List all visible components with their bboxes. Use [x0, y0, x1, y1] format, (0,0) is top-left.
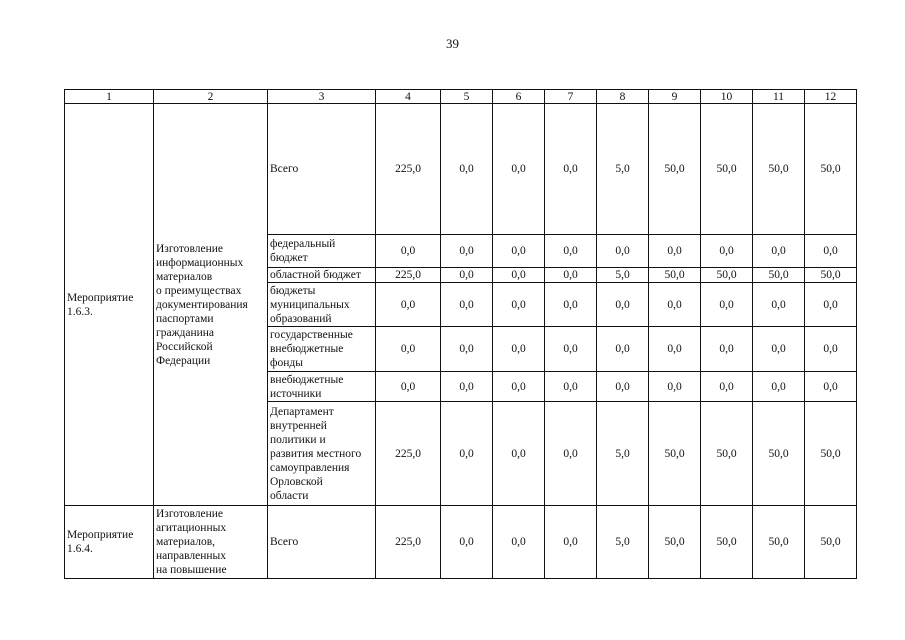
value-cell: 0,0: [597, 283, 649, 327]
value-cell: 0,0: [701, 283, 753, 327]
value-cell: 225,0: [376, 402, 441, 506]
value-cell: 0,0: [701, 372, 753, 402]
value-cell: 0,0: [649, 372, 701, 402]
column-header: 7: [545, 90, 597, 104]
value-cell: 0,0: [376, 372, 441, 402]
value-cell: 0,0: [493, 327, 545, 372]
value-cell: 0,0: [649, 235, 701, 268]
value-cell: 0,0: [376, 283, 441, 327]
column-header: 6: [493, 90, 545, 104]
value-cell: 0,0: [805, 372, 857, 402]
value-cell: 0,0: [441, 268, 493, 283]
value-cell: 0,0: [805, 235, 857, 268]
value-cell: 0,0: [753, 327, 805, 372]
value-cell: 225,0: [376, 506, 441, 579]
funding-source-cell: Всего: [268, 506, 376, 579]
value-cell: 225,0: [376, 268, 441, 283]
value-cell: 0,0: [545, 506, 597, 579]
value-cell: 0,0: [441, 506, 493, 579]
value-cell: 0,0: [753, 372, 805, 402]
column-header: 2: [154, 90, 268, 104]
value-cell: 0,0: [597, 235, 649, 268]
value-cell: 50,0: [701, 506, 753, 579]
value-cell: 50,0: [805, 402, 857, 506]
value-cell: 0,0: [493, 372, 545, 402]
funding-source-cell: Департамент внутренней политики и развития местного самоуправления Орловской области: [268, 402, 376, 506]
value-cell: 0,0: [441, 235, 493, 268]
value-cell: 0,0: [545, 104, 597, 235]
table-row: [65, 104, 857, 235]
value-cell: 0,0: [545, 283, 597, 327]
value-cell: 50,0: [701, 104, 753, 235]
value-cell: 0,0: [545, 402, 597, 506]
column-header: 1: [65, 90, 154, 104]
value-cell: 0,0: [545, 327, 597, 372]
value-cell: 0,0: [545, 235, 597, 268]
value-cell: 5,0: [597, 104, 649, 235]
value-cell: 0,0: [753, 283, 805, 327]
event-description-cell: Изготовление информационных материалов о преимуществах документирования паспортами гражданина Российской Федерации: [154, 104, 268, 506]
value-cell: 50,0: [649, 402, 701, 506]
funding-source-cell: Всего: [268, 104, 376, 235]
value-cell: 50,0: [805, 104, 857, 235]
value-cell: 50,0: [753, 506, 805, 579]
event-code-cell: Мероприятие 1.6.3.: [65, 104, 154, 506]
funding-source-cell: федеральный бюджет: [268, 235, 376, 268]
value-cell: 0,0: [441, 327, 493, 372]
value-cell: 0,0: [649, 327, 701, 372]
value-cell: 0,0: [493, 268, 545, 283]
value-cell: 50,0: [753, 402, 805, 506]
value-cell: 50,0: [701, 402, 753, 506]
column-header: 9: [649, 90, 701, 104]
value-cell: 0,0: [493, 104, 545, 235]
value-cell: 0,0: [493, 402, 545, 506]
value-cell: 0,0: [805, 283, 857, 327]
column-header: 10: [701, 90, 753, 104]
value-cell: 0,0: [376, 327, 441, 372]
value-cell: 5,0: [597, 268, 649, 283]
value-cell: 50,0: [753, 268, 805, 283]
page-number: 39: [446, 36, 459, 51]
column-header: 8: [597, 90, 649, 104]
value-cell: 50,0: [805, 506, 857, 579]
column-header: 12: [805, 90, 857, 104]
value-cell: 0,0: [649, 283, 701, 327]
value-cell: 0,0: [441, 402, 493, 506]
header-row: [65, 90, 857, 104]
funding-source-cell: областной бюджет: [268, 268, 376, 283]
event-description-cell: Изготовление агитационных материалов, направленных на повышение: [154, 506, 268, 579]
column-header: 11: [753, 90, 805, 104]
value-cell: 50,0: [649, 268, 701, 283]
value-cell: 5,0: [597, 402, 649, 506]
table-row: [65, 506, 857, 579]
event-code-cell: Мероприятие 1.6.4.: [65, 506, 154, 579]
value-cell: 0,0: [701, 327, 753, 372]
column-header: 5: [441, 90, 493, 104]
value-cell: 0,0: [493, 506, 545, 579]
value-cell: 50,0: [649, 506, 701, 579]
funding-source-cell: государственные внебюджетные фонды: [268, 327, 376, 372]
value-cell: 50,0: [753, 104, 805, 235]
value-cell: 0,0: [597, 372, 649, 402]
value-cell: 0,0: [441, 372, 493, 402]
value-cell: 50,0: [649, 104, 701, 235]
funding-source-cell: внебюджетные источники: [268, 372, 376, 402]
value-cell: 0,0: [441, 283, 493, 327]
value-cell: 5,0: [597, 506, 649, 579]
funding-source-cell: бюджеты муниципальных образований: [268, 283, 376, 327]
value-cell: 0,0: [805, 327, 857, 372]
value-cell: 50,0: [805, 268, 857, 283]
column-header: 3: [268, 90, 376, 104]
value-cell: 0,0: [701, 235, 753, 268]
value-cell: 0,0: [545, 372, 597, 402]
value-cell: 225,0: [376, 104, 441, 235]
value-cell: 0,0: [376, 235, 441, 268]
value-cell: 0,0: [493, 235, 545, 268]
value-cell: 0,0: [545, 268, 597, 283]
value-cell: 0,0: [753, 235, 805, 268]
value-cell: 50,0: [701, 268, 753, 283]
value-cell: 0,0: [597, 327, 649, 372]
value-cell: 0,0: [493, 283, 545, 327]
value-cell: 0,0: [441, 104, 493, 235]
budget-table: [64, 89, 857, 579]
column-header: 4: [376, 90, 441, 104]
